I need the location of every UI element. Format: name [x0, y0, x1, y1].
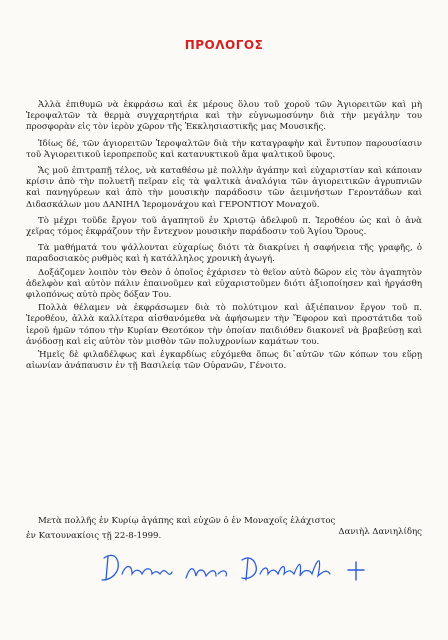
preface-body	[26, 100, 422, 374]
handwritten-signature	[96, 550, 396, 590]
place-date: ἐν Κατουνακίοις τῇ 22-8-1999.	[26, 531, 162, 541]
paragraph: Ἰδίως δέ, τῶν ἁγιορειτῶν Ἱεροψαλτῶν διὰ τὴν καταγραφὴν καὶ ἔντυπον παρουσίασιν τοῦ Ἁγιορειτικοῦ ἱεροπρεποῦς καὶ κατανυκτικοῦ ἄμα ψαλτικοῦ ὕφους.	[26, 138, 422, 160]
paragraph: Πολλὰ θέλαμεν νὰ ἐκφράσωμεν διὰ τὸ πολύτιμον καὶ ἀξιέπαινον ἔργον τοῦ π. Ἱεροθέου, ἀλλὰ καλλίτερα αἰσθανόμεθα νὰ ἀφήσωμεν τὴν Ἔφορον καὶ προστάτιδα τοῦ ἱεροῦ ἡμῶν τόπου τὴν Κυρίαν Θεοτόκον τὴν ὁποίαν παιδιόθεν διακονεῖ νὰ βραβεύσῃ καὶ ἀνόδοσῃ καὶ εἰς αὐτὸν τὸν μισθὸν τῶν πολυχρονίων καμάτων του.	[26, 303, 422, 347]
paragraph: Δοξάζομεν λοιπὸν τὸν Θεὸν ὁ ὁποῖος ἐχάρισεν τὸ θεῖον αὐτὸ δῶρον εἰς τὸν ἀγαπητὸν ἀδελφὸν καὶ αὐτὸν πάλιν ἐπαινοῦμεν καὶ εὐχαριστοῦμεν διότι ἀξιοποίησεν καὶ ἠργάσθη φιλοπόνως αὐτὸ πρὸς δόξαν Του.	[26, 267, 422, 301]
paragraph: Ἀλλὰ ἐπιθυμῶ νὰ ἐκφράσω καὶ ἐκ μέρους ὅλου τοῦ χοροῦ τῶν Ἁγιορειτῶν καὶ μὴ Ἱεροψαλτῶν τὰ θερμὰ συγχαρητήρια καὶ τὴν εὐγνωμοσύνην διὰ τὴν μεγάλην του προσφορὰν εἰς τὸν ἱερὸν χῶρον τῆς Ἐκκλησιαστικῆς μας Μουσικῆς.	[26, 100, 422, 133]
author-name: Δανιὴλ Δανιηλίδης	[338, 527, 422, 537]
paragraph: Τὸ μέχρι τοῦδε ἔργον τοῦ ἀγαπητοῦ ἐν Χριστῷ ἀδελφοῦ π. Ἱεροθέου ὡς καὶ ὁ ἀνὰ χεῖρας τόμος ἐκφράζουν τὴν ἔντεχνον μουσικὴν παράδοσιν τοῦ Ἁγίου Ὄρους.	[26, 215, 422, 238]
page-title: ΠΡΟΛΟΓΟΣ	[184, 38, 264, 52]
paragraph: Ἡμεῖς δὲ φιλαδέλφως καὶ ἐγκαρδίως εὐχόμεθα ὅπως δι᾽αὐτῶν τῶν κόπων του εὕρῃ αἰωνίαν ἀνάπαυσιν ἐν τῇ Βασιλείᾳ τῶν Οὐρανῶν, Γένοιτο.	[26, 350, 422, 372]
paragraph: Τὰ μαθήματά του ψάλλονται εὐχαρίως διότι τὰ διακρίνει ἡ σαφήνεια τῆς γραφῆς, ὁ παραδοσιακὸς ρυθμὸς καὶ ἡ κατάλληλος χρονικὴ ἀγωγή.	[26, 243, 422, 265]
paragraph: Ἄς μοῦ ἐπιτραπῇ τέλος, νὰ καταθέσω μὲ πολλὴν ἀγάπην καὶ εὐχαριστίαν καὶ κάποιαν κρίσιν ἀπὸ τὴν πολυετῆ πεῖραν εἰς τὰ ψαλτικὰ ἀναλόγια τῶν ἁγιορειτικῶν ἀγρυπνιῶν καὶ πανηγύρεων καὶ ἀπὸ τὴν μουσικὴν παράδοσιν τῶν ἀειμνήστων Γεροντάδων καὶ Διδασκάλων μου ΔΑΝΙΗΛ Ἱερομονάχου καὶ ΓΕΡΟΝΤΙΟΥ Μοναχοῦ.	[26, 166, 422, 210]
closing-line: Μετὰ πολλῆς ἐν Κυρίῳ ἀγάπης καὶ εὐχῶν ὁ ἐν Μοναχοῖς ἐλάχιστος	[38, 516, 336, 526]
